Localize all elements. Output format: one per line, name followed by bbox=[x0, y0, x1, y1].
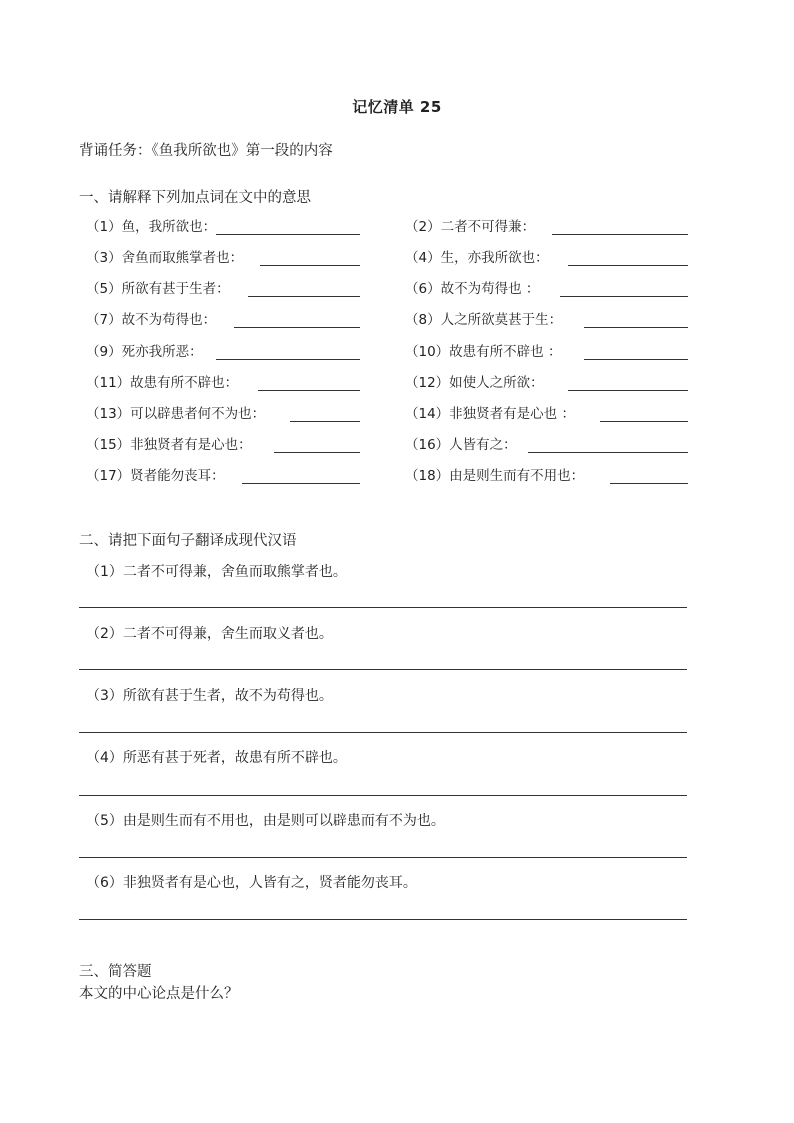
word-item-label: （11）故患有所不辟也： bbox=[86, 375, 239, 391]
word-item-label: （1）鱼，我所欲也： bbox=[86, 219, 217, 235]
section-3-heading: 三、简答题 bbox=[79, 964, 152, 980]
short-answer-question: 本文的中心论点是什么？ bbox=[79, 986, 239, 1002]
word-item-label: （5）所欲有甚于生者： bbox=[86, 281, 230, 297]
translation-sentence-1: （1）二者不可得兼，舍鱼而取熊掌者也。 bbox=[86, 564, 347, 580]
answer-blank[interactable] bbox=[610, 482, 688, 484]
word-item-9 bbox=[86, 341, 360, 363]
word-item-label: （17）贤者能勿丧耳： bbox=[86, 468, 225, 484]
answer-blank[interactable] bbox=[568, 264, 688, 266]
word-item-label: （2）二者不可得兼： bbox=[405, 219, 536, 235]
translation-sentence-5: （5）由是则生而有不用也，由是则可以辟患而有不为也。 bbox=[86, 813, 445, 829]
answer-blank[interactable] bbox=[552, 233, 688, 235]
word-item-11 bbox=[86, 372, 360, 394]
word-item-label: （15）非独贤者有是心也： bbox=[86, 437, 252, 453]
answer-blank[interactable] bbox=[290, 420, 360, 422]
answer-blank[interactable] bbox=[274, 451, 360, 453]
word-item-1 bbox=[86, 216, 360, 238]
section-1-heading: 一、请解释下列加点词在文中的意思 bbox=[79, 190, 311, 206]
word-item-14 bbox=[405, 403, 688, 425]
word-item-label: （6）故不为苟得也 ： bbox=[405, 281, 540, 297]
translation-sentence-3: （3）所欲有甚于生者，故不为苟得也。 bbox=[86, 688, 333, 704]
word-item-label: （4）生，亦我所欲也： bbox=[405, 250, 549, 266]
answer-blank[interactable] bbox=[248, 295, 360, 297]
word-item-4 bbox=[405, 247, 688, 269]
word-item-7 bbox=[86, 309, 360, 331]
word-item-16 bbox=[405, 434, 688, 456]
answer-blank[interactable] bbox=[560, 295, 688, 297]
word-item-3 bbox=[86, 247, 360, 269]
word-item-label: （10）故患有所不辟也 ： bbox=[405, 344, 562, 360]
recitation-task: 背诵任务：《鱼我所欲也》第一段的内容 bbox=[79, 143, 333, 159]
word-item-label: （9）死亦我所恶： bbox=[86, 344, 203, 360]
translation-sentence-6: （6）非独贤者有是心也，人皆有之，贤者能勿丧耳。 bbox=[86, 875, 417, 891]
translation-sentence-4: （4）所恶有甚于死者，故患有所不辟也。 bbox=[86, 750, 347, 766]
word-item-10 bbox=[405, 341, 688, 363]
translation-sentence-2: （2）二者不可得兼，舍生而取义者也。 bbox=[86, 626, 333, 642]
translation-answer-line-2[interactable] bbox=[79, 669, 687, 670]
translation-answer-line-3[interactable] bbox=[79, 732, 687, 733]
word-item-8 bbox=[405, 309, 688, 331]
word-item-label: （16）人皆有之： bbox=[405, 437, 517, 453]
word-item-label: （13）可以辟患者何不为也： bbox=[86, 406, 266, 422]
word-item-6 bbox=[405, 278, 688, 300]
word-item-12 bbox=[405, 372, 688, 394]
translation-answer-line-6[interactable] bbox=[79, 919, 687, 920]
word-item-label: （14）非独贤者有是心也 ： bbox=[405, 406, 575, 422]
answer-blank[interactable] bbox=[234, 326, 360, 328]
page-title: 记忆清单 25 bbox=[352, 98, 442, 116]
answer-blank[interactable] bbox=[216, 233, 360, 235]
section-2-heading: 二、请把下面句子翻译成现代汉语 bbox=[79, 533, 297, 549]
word-item-5 bbox=[86, 278, 360, 300]
answer-blank[interactable] bbox=[242, 482, 360, 484]
answer-blank[interactable] bbox=[584, 326, 688, 328]
word-item-label: （12）如使人之所欲： bbox=[405, 375, 544, 391]
word-item-15 bbox=[86, 434, 360, 456]
word-item-label: （3）舍鱼而取熊掌者也： bbox=[86, 250, 244, 266]
answer-blank[interactable] bbox=[584, 358, 688, 360]
word-item-label: （8）人之所欲莫甚于生： bbox=[405, 312, 563, 328]
translation-answer-line-5[interactable] bbox=[79, 857, 687, 858]
word-item-label: （7）故不为苟得也： bbox=[86, 312, 217, 328]
answer-blank[interactable] bbox=[258, 389, 360, 391]
answer-blank[interactable] bbox=[216, 358, 360, 360]
answer-blank[interactable] bbox=[600, 420, 688, 422]
word-item-label: （18）由是则生而有不用也： bbox=[405, 468, 585, 484]
answer-blank[interactable] bbox=[528, 451, 688, 453]
word-item-13 bbox=[86, 403, 360, 425]
answer-blank[interactable] bbox=[568, 389, 688, 391]
translation-answer-line-4[interactable] bbox=[79, 795, 687, 796]
word-item-18 bbox=[405, 465, 688, 487]
translation-answer-line-1[interactable] bbox=[79, 607, 687, 608]
word-item-2 bbox=[405, 216, 688, 238]
word-item-17 bbox=[86, 465, 360, 487]
answer-blank[interactable] bbox=[260, 264, 360, 266]
